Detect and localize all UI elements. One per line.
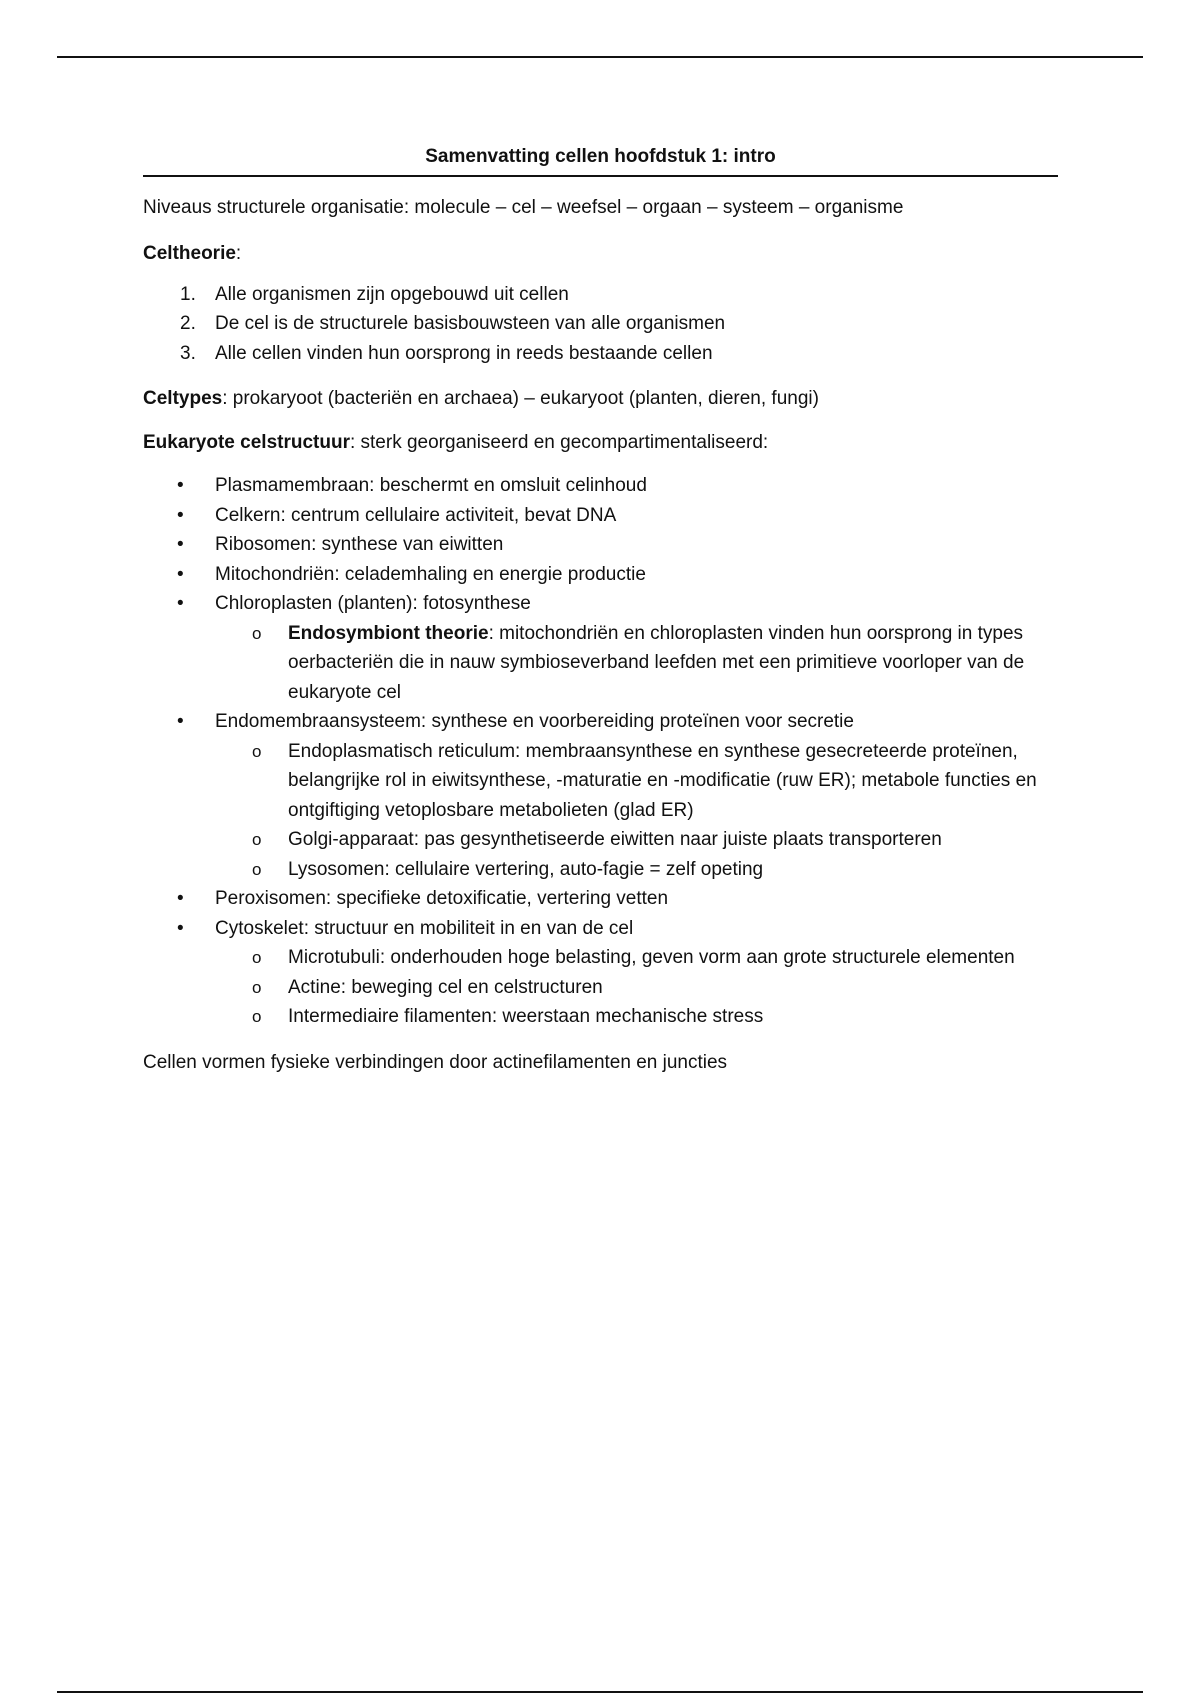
- eukaryote-label: Eukaryote celstructuur: [143, 431, 350, 453]
- list-item: [143, 501, 1058, 531]
- page-title: Samenvatting cellen hoofdstuk 1: intro: [143, 142, 1058, 177]
- celtheorie-suffix: :: [235, 243, 242, 264]
- sub-list-item: [143, 943, 1058, 973]
- list-item: [143, 884, 1058, 914]
- bullet-icon: •: [177, 534, 184, 555]
- sub-list-item: [143, 737, 1058, 826]
- celtheorie-heading: [143, 239, 1058, 269]
- endosymbiont-text: : mitochondriën en chloroplasten vinden hun oorsprong in types oerbacteriën die in nauw symbioseverband leefden met een primitieve voorloper van de eukaryote cel: [288, 622, 1025, 703]
- bullet-icon: •: [177, 504, 184, 526]
- list-number: 1.: [180, 283, 196, 305]
- list-item: [143, 530, 1058, 560]
- celtheorie-list: [143, 280, 1058, 369]
- list-item: [143, 471, 1058, 501]
- sub-list-item: [143, 1002, 1058, 1032]
- sub-list-item-text: Lysosomen: cellulaire vertering, auto-fagie = zelf opeting: [288, 858, 764, 880]
- sub-bullet-icon: o: [252, 977, 262, 997]
- list-item: [143, 914, 1058, 1032]
- list-item-text: Peroxisomen: specifieke detoxificatie, vertering vetten: [215, 888, 669, 909]
- sub-bullet-icon: o: [252, 859, 262, 879]
- list-item: [143, 589, 1058, 707]
- sub-list-item: [143, 825, 1058, 855]
- bullet-icon: •: [177, 711, 184, 732]
- sub-bullet-icon: o: [252, 623, 262, 643]
- closing-paragraph: Cellen vormen fysieke verbindingen door actinefilamenten en juncties: [143, 1051, 728, 1073]
- list-number: 3.: [180, 342, 196, 364]
- list-item-text: Celkern: centrum cellulaire activiteit, bevat DNA: [215, 504, 617, 526]
- header-rule: [57, 56, 1143, 58]
- sub-list: [215, 619, 1058, 708]
- list-item-text: Chloroplasten (planten): fotosynthese: [215, 593, 531, 614]
- celtheorie-label: Celtheorie: [143, 243, 236, 264]
- levels-paragraph: Niveaus structurele organisatie: molecule – cel – weefsel – orgaan – systeem – organisme: [143, 196, 904, 218]
- celtypes-label: Celtypes: [143, 388, 223, 409]
- sub-list-item-text: Intermediaire filamenten: weerstaan mechanische stress: [288, 1006, 764, 1027]
- list-item-text: Mitochondriën: celademhaling en energie productie: [215, 563, 646, 585]
- bullet-icon: •: [177, 475, 184, 496]
- sub-bullet-icon: o: [252, 948, 262, 967]
- list-item: [143, 339, 1058, 369]
- sub-list-item: [143, 855, 1058, 885]
- celtypes-text: : prokaryoot (bacteriën en archaea) – eukaryoot (planten, dieren, fungi): [222, 388, 819, 409]
- endosymbiont-label: Endosymbiont theorie: [288, 622, 489, 644]
- list-number: 2.: [180, 313, 196, 334]
- eukaryote-paragraph: [143, 428, 1058, 458]
- list-item-text: Ribosomen: synthese van eiwitten: [215, 534, 504, 555]
- footer-rule: [57, 1691, 1143, 1693]
- sub-list-item-text: Actine: beweging cel en celstructuren: [288, 976, 603, 998]
- list-item: [143, 707, 1058, 884]
- list-item: [143, 309, 1058, 339]
- sub-list-item-text: Golgi-apparaat: pas gesynthetiseerde eiwitten naar juiste plaats transporteren: [288, 829, 942, 850]
- list-item-text: Plasmamembraan: beschermt en omsluit celinhoud: [215, 475, 647, 496]
- structure-list: [143, 471, 1058, 1032]
- list-item-text: Cytoskelet: structuur en mobiliteit in en van de cel: [215, 917, 634, 939]
- eukaryote-text: : sterk georganiseerd en gecompartimentaliseerd:: [349, 431, 769, 453]
- sub-bullet-icon: o: [252, 830, 262, 849]
- list-item-text: Endomembraansysteem: synthese en voorbereiding proteïnen voor secretie: [215, 711, 854, 732]
- list-item-text: Alle organismen zijn opgebouwd uit cellen: [215, 283, 569, 305]
- sub-list: [215, 943, 1058, 1032]
- celtypes-paragraph: [143, 384, 1058, 414]
- sub-list-item: [143, 973, 1058, 1003]
- list-item: [143, 280, 1058, 310]
- bullet-icon: •: [177, 593, 184, 614]
- sub-bullet-icon: o: [252, 1007, 262, 1026]
- document-body: [143, 142, 1058, 1077]
- bullet-icon: •: [177, 888, 184, 909]
- bullet-icon: •: [177, 917, 184, 939]
- list-item: [143, 560, 1058, 590]
- sub-list-item-text: Endoplasmatisch reticulum: membraansynthese en synthese gesecreteerde proteïnen, belangrijke rol in eiwitsynthese, -maturatie en -modificatie (ruw ER); metabole functies en ontgiftiging vetoplosbare metabolieten (glad ER): [288, 740, 1037, 821]
- list-item-text: Alle cellen vinden hun oorsprong in reeds bestaande cellen: [215, 342, 713, 364]
- sub-list-item: [143, 619, 1058, 708]
- list-item-text: De cel is de structurele basisbouwsteen van alle organismen: [215, 313, 726, 334]
- bullet-icon: •: [177, 563, 184, 585]
- sub-list-item-text: Microtubuli: onderhouden hoge belasting, geven vorm aan grote structurele elementen: [288, 947, 1015, 968]
- sub-list: [215, 737, 1058, 885]
- sub-bullet-icon: o: [252, 741, 262, 761]
